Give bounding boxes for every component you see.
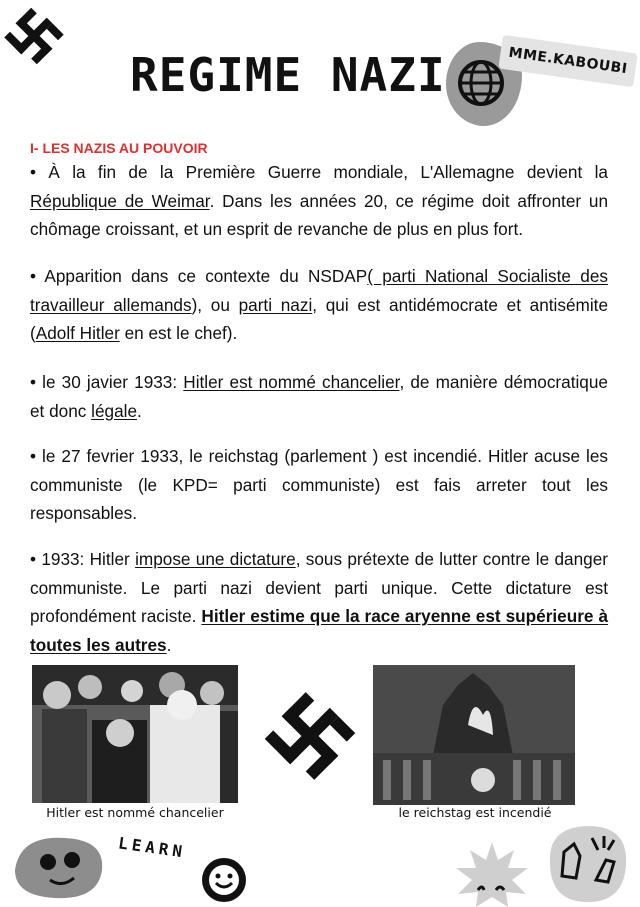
learn-sticker: LEARN (117, 833, 188, 862)
paragraph-nsdap: • Apparition dans ce contexte du NSDAP( parti National Socialiste des travailleur allemands), ou parti nazi, qui est antidémocrate et antisémite (Adolf Hitler en est le chef). (30, 266, 609, 343)
link-weimar: République de Weimar (30, 190, 210, 211)
paragraph-weimar: • À la fin de la Première Guerre mondiale, L'Allemagne devient la République de Weimar. Dans les années 20, ce régime doit affronter un chômage croissant, et un esprit de revanche de plus en plus fort. (30, 162, 609, 239)
caption-left: Hitler est nommé chancelier (46, 805, 224, 820)
section-heading: I- LES NAZIS AU POUVOIR (30, 140, 208, 156)
face-sticker (10, 830, 110, 902)
caption-right: le reichstag est incendié (398, 805, 552, 820)
swastika-symbol-top (0, 0, 70, 72)
author-badge: MME.KABOUBI (498, 35, 637, 88)
paragraph-chancelier: • le 30 javier 1933: Hitler est nommé chancelier, de manière démocratique et donc légale. (30, 372, 608, 421)
page-title: REGIME NAZI (130, 48, 446, 102)
paragraph-reichstag: • le 27 fevrier 1933, le reichstag (parlement ) est incendié. Hitler acuse les communiste (le KPD= parti communiste) est fais arreter tout les responsables. (30, 446, 608, 523)
swastika-symbol-center (258, 684, 362, 788)
hands-sticker (540, 822, 632, 906)
sun-sticker (452, 842, 532, 907)
paragraph-dictature: • 1933: Hitler impose une dictature, sous prétexte de lutter contre le danger communiste. Le parti nazi devient parti unique. Cette dictature est profondément raciste. Hitler estime que la race aryenne est supérieure à toutes les autres. (30, 549, 609, 655)
photo-reichstag-fire (373, 665, 575, 805)
photo-hitler-chancelier (32, 665, 238, 803)
smiley-icon (200, 856, 248, 904)
